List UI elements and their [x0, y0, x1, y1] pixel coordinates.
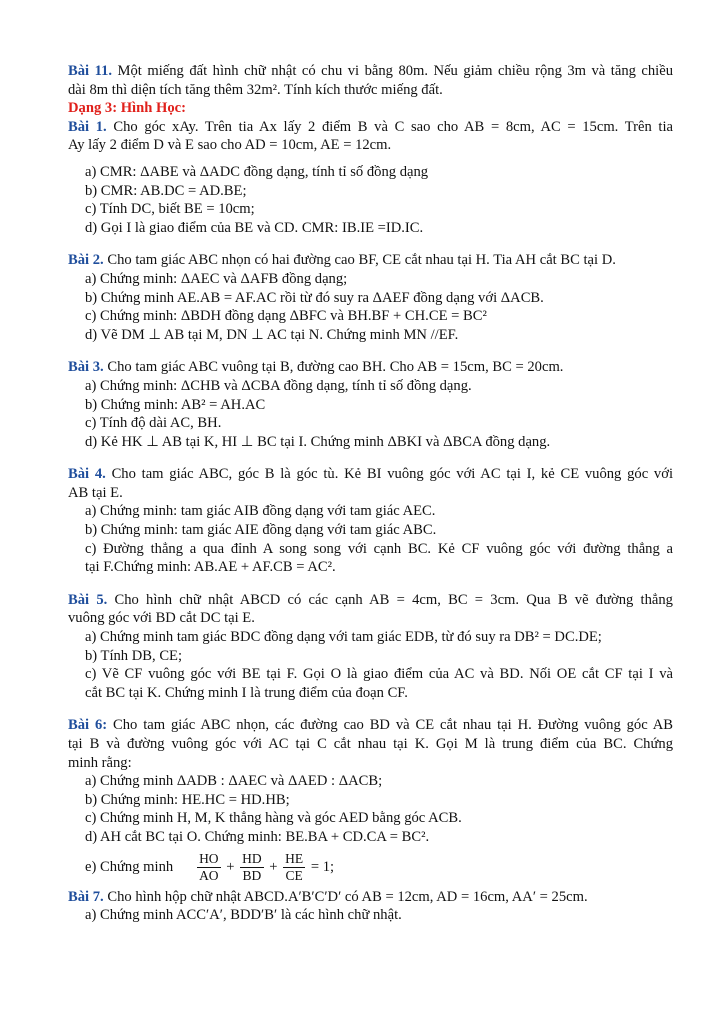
- problem-3-line-1: [68, 358, 673, 377]
- problem-11-line-2: dài 8m thì diện tích tăng thêm 32m². Tính kích thước miếng đất.: [68, 81, 443, 98]
- problem-5-label: Bài 5.: [68, 591, 108, 608]
- equals-one: = 1;: [310, 858, 335, 875]
- problem-3-part-a: a) Chứng minh: ΔCHB và ΔCBA đồng dạng, tính tỉ số đồng dạng.: [85, 377, 472, 394]
- problem-1-part-d: d) Gọi I là giao điểm của BE và CD. CMR: IB.IE =ID.IC.: [85, 219, 424, 236]
- problem-3-part-b: b) Chứng minh: AB² = AH.AC: [85, 396, 266, 413]
- fraction-numerator: HD: [242, 850, 262, 866]
- problem-6-part-b: b) Chứng minh: HE.HC = HD.HB;: [85, 791, 290, 808]
- problem-11-text-1: Một miếng đất hình chữ nhật có chu vi bằng 80m. Nếu giảm chiều rộng 3m và tăng chiều: [117, 63, 674, 79]
- problem-5-line-1: [68, 591, 673, 610]
- problem-4-part-a: a) Chứng minh: tam giác AIB đồng dạng với tam giác AEC.: [85, 503, 436, 520]
- problem-6-part-a: a) Chứng minh ΔADB : ΔAEC và ΔAED : ΔACB;: [85, 773, 383, 790]
- fraction-denominator: BD: [242, 867, 262, 883]
- problem-2-label: Bài 2.: [68, 252, 104, 269]
- fraction-numerator: HO: [199, 850, 219, 866]
- problem-3-label: Bài 3.: [68, 359, 104, 376]
- problem-3-text-1: Cho tam giác ABC vuông tại B, đường cao BH. Cho AB = 15cm, BC = 20cm.: [107, 359, 564, 376]
- problem-1-part-b: b) CMR: AB.DC = AD.BE;: [85, 182, 247, 199]
- problem-5-part-a: a) Chứng minh tam giác BDC đồng dạng với tam giác EDB, từ đó suy ra DB² = DC.DE;: [85, 629, 602, 646]
- section-heading: Dạng 3: Hình Học:: [68, 100, 186, 117]
- problem-3-part-d: d) Kẻ HK ⊥ AB tại K, HI ⊥ BC tại I. Chứng minh ΔBKI và ΔBCA đồng dạng.: [85, 433, 551, 450]
- problem-3-part-c: c) Tính độ dài AC, BH.: [85, 415, 222, 432]
- problem-2-part-a: a) Chứng minh: ΔAEC và ΔAFB đồng dạng;: [85, 270, 348, 287]
- problem-4-part-b: b) Chứng minh: tam giác AIE đồng dạng với tam giác ABC.: [85, 522, 437, 539]
- problem-2-part-b: b) Chứng minh AE.AB = AF.AC rồi từ đó suy ra ΔAEF đồng dạng với ΔACB.: [85, 289, 544, 306]
- problem-2-part-d: d) Vẽ DM ⊥ AB tại M, DN ⊥ AC tại N. Chứng minh MN //EF.: [85, 326, 459, 343]
- problem-1-text-1: Cho góc xAy. Trên tia Ax lấy 2 điểm B và C sao cho AB = 8cm, AC = 15cm. Trên tia: [113, 118, 673, 135]
- problem-4-line-2: AB tại E.: [68, 484, 123, 501]
- problem-7-part-a: a) Chứng minh ACC′A′, BDD′B′ là các hình chữ nhật.: [85, 907, 402, 924]
- problem-5-part-b: b) Tính DB, CE;: [85, 647, 183, 664]
- problem-2-part-c: c) Chứng minh: ΔBDH đồng dạng ΔBFC và BH.BF + CH.CE = BC²: [85, 308, 487, 325]
- fraction-numerator: HE: [285, 850, 304, 866]
- problem-6-line-1: [68, 716, 673, 735]
- problem-6-part-e: [68, 851, 673, 884]
- problem-4-text-1: Cho tam giác ABC, góc B là góc tù. Kẻ BI vuông góc với AC tại I, kẻ CE vuông góc với: [111, 466, 673, 483]
- problem-6-line-2: tại B và đường vuông góc với AC tại C cắt nhau tại K. Gọi M là trung điểm của BC. Chứng: [68, 736, 673, 752]
- problem-11-label: Bài 11.: [68, 63, 113, 79]
- fraction-hd-bd: [240, 851, 264, 884]
- problem-1-part-c: c) Tính DC, biết BE = 10cm;: [85, 201, 255, 218]
- problem-6-label: Bài 6:: [68, 717, 108, 734]
- problem-11-line-1: [68, 62, 673, 81]
- problem-7-text-1: Cho hình hộp chữ nhật ABCD.A′B′C′D′ có AB = 12cm, AD = 16cm, AA′ = 25cm.: [107, 888, 588, 905]
- problem-5-part-c-1: c) Vẽ CF vuông góc với BE tại F. Gọi O là giao điểm của AC và BD. Nối OE cắt CF tại I và: [85, 666, 673, 683]
- plus-sign: +: [269, 858, 278, 875]
- problem-1-part-a: a) CMR: ΔABE và ΔADC đồng dạng, tính tỉ số đồng dạng: [85, 163, 429, 180]
- problem-1-label: Bài 1.: [68, 118, 107, 135]
- problem-5-text-1: Cho hình chữ nhật ABCD có các cạnh AB = 4cm, BC = 3cm. Qua B vẽ đường thẳng: [114, 591, 673, 608]
- problem-6-part-d: d) AH cắt BC tại O. Chứng minh: BE.BA + CD.CA = BC².: [85, 828, 430, 845]
- problem-6-line-3: minh rằng:: [68, 754, 132, 771]
- fraction-ho-ao: [197, 851, 221, 884]
- plus-sign: +: [226, 858, 235, 875]
- problem-4-line-1: [68, 465, 673, 484]
- problem-5-line-2: vuông góc với BD cắt DC tại E.: [68, 610, 255, 627]
- problem-4-part-c-2: tại F.Chứng minh: AB.AE + AF.CB = AC².: [85, 559, 336, 576]
- problem-2-line-1: [68, 251, 673, 270]
- problem-4-label: Bài 4.: [68, 466, 106, 483]
- problem-1-line-2: Ay lấy 2 điểm D và E sao cho AD = 10cm, AE = 12cm.: [68, 137, 392, 154]
- problem-6-part-e-prefix: e) Chứng minh: [85, 858, 174, 875]
- problem-6-part-c: c) Chứng minh H, M, K thẳng hàng và góc AED bằng góc ACB.: [85, 810, 462, 827]
- problem-7-label: Bài 7.: [68, 888, 104, 905]
- fraction-denominator: AO: [199, 867, 219, 883]
- fraction-he-ce: [283, 851, 305, 884]
- problem-5-part-c-2: cắt BC tại K. Chứng minh I là trung điểm của đoạn CF.: [85, 684, 408, 701]
- problem-7-line-1: [68, 888, 673, 907]
- problem-1-line-1: [68, 118, 673, 137]
- problem-4-part-c-1: c) Đường thẳng a qua đỉnh A song song với cạnh BC. Kẻ CF vuông góc với đường thẳng a: [85, 540, 673, 557]
- problem-2-text-1: Cho tam giác ABC nhọn có hai đường cao BF, CE cắt nhau tại H. Tia AH cắt BC tại D.: [107, 252, 616, 269]
- fraction-denominator: CE: [285, 867, 303, 883]
- problem-6-text-1: Cho tam giác ABC nhọn, các đường cao BD và CE cắt nhau tại H. Đường vuông góc AB: [113, 717, 674, 734]
